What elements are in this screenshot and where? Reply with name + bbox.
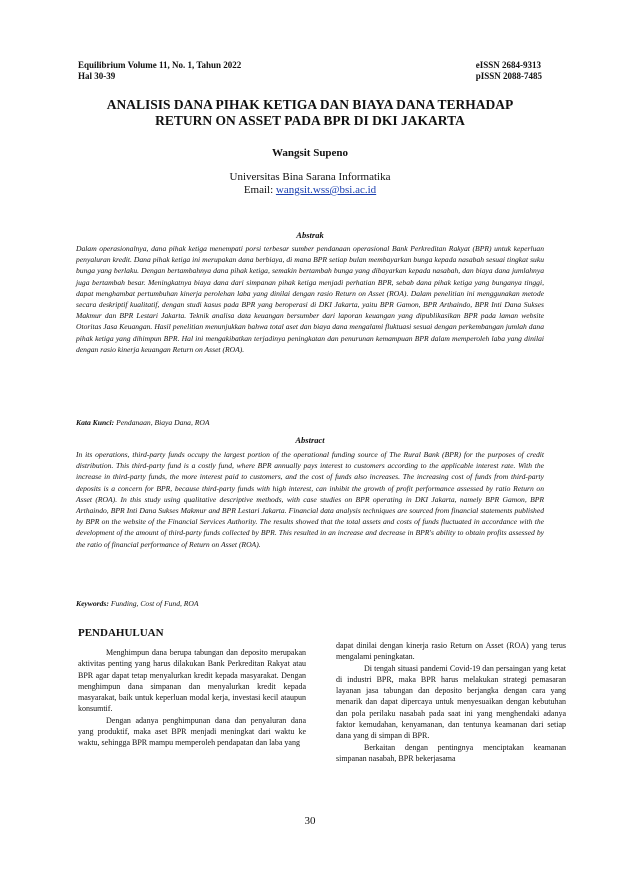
email-label: Email:: [243, 184, 276, 196]
author-affiliation-block: [0, 171, 620, 197]
left-paragraph-2: Dengan adanya penghimpunan dana dan penyaluran dana yang produktif, maka aset BPR menjadi meningkat dari waktu ke waktu, sehingga BPR mampu memperoleh pendapatan dan laba yang: [78, 715, 306, 748]
abstrak-heading: Abstrak: [296, 230, 324, 240]
right-paragraph-2: Di tengah situasi pandemi Covid-19 dan persaingan yang ketat di industri BPR, maka BPR harus melakukan strategi pemasaran layanan jasa tabungan dan deposito berjangka dengan cara yang menarik dan dapat dipercaya untuk menyesuaikan dengan kebutuhan dan pola perilaku nasabah pada saat ini yang menghendaki adanya faktor kemudahan, kenyamanan, dan tentunya keamanan dari setiap dana yang di simpan di BPR.: [336, 663, 566, 741]
paper-title: [70, 97, 550, 129]
right-paragraph-1: dapat dinilai dengan kinerja rasio Return on Asset (ROA) yang terus mengalami peningkatan.: [336, 641, 566, 662]
email-link[interactable]: wangsit.wss@bsi.ac.id: [275, 184, 377, 196]
left-column: [78, 647, 306, 749]
eissn: eISSN 2684-9313: [475, 60, 541, 70]
journal-header-left: [78, 60, 241, 82]
left-paragraph-1: Menghimpun dana berupa tabungan dan deposito merupakan aktivitas penting yang harus dilakukan Bank Perkreditan Rakyat atau BPR agar dapat tetap menyalurkan kredit kepada masyarakat. Dengan menghimpun dana simpanan dan menyalurkan kredit kepada masyarakat, baik untuk keperluan modal kerja, investasi kecil ataupun konsumtif.: [78, 648, 306, 714]
journal-volume: Equilibrium Volume 11, No. 1, Tahun 2022: [78, 60, 242, 70]
affiliation: Universitas Bina Sarana Informatika: [229, 171, 391, 183]
abstrak-keywords: [76, 418, 544, 427]
abstract-heading: Abstract: [295, 435, 325, 445]
right-column: [336, 640, 566, 764]
paper-title-line-1: ANALISIS DANA PIHAK KETIGA DAN BIAYA DANA TERHADAP: [106, 97, 514, 112]
abstrak-keywords-label: Kata Kunci:: [76, 418, 115, 427]
abstract-text: In its operations, third-party funds occupy the largest portion of the operational funding source of The Rural Bank (BPR) for the purposes of credit distribution. This third-party fund is a costly fund, where BPR annually pays interest to customers according to the applicable interest rate. With the increase in third-party funds, the more interest paid to customers, and the cost of funds also increases. The increasing cost of funds from third-party deposits is a concern for BPR, because third-party funds with high interest, can inhibit the growth of profit performance assessed by ratio Return on Asset (ROA). In this study using qualitative descriptive methods, with case studies on BPR operating in DKI Jakarta, namely BPR Gamon, BPR Arthaindo, BPR Inti Dana Sukses Makmur and BPR Lestari Jakarta. Financial data analysis techniques are sourced from financial statements published by BPR on the website of the Financial Services Authority. The results showed that the total assets and costs of funds fluctuated in accordance with the development of the amount of third-party funds collected by BPR. This resulted in an increase and decrease in BPR's ability to obtain profits assessed by the ratio of financial performance of Return on Asset (ROA).: [76, 450, 544, 549]
email-line: [0, 184, 620, 197]
author-name: Wangsit Supeno: [271, 147, 349, 159]
right-paragraph-3: Berkaitan dengan pentingnya menciptakan keamanan simpanan nasabah, BPR bekerjasama: [336, 742, 566, 763]
paper-title-line-2: RETURN ON ASSET PADA BPR DI DKI JAKARTA: [155, 113, 465, 128]
page-number: 30: [304, 815, 316, 827]
abstrak-text: Dalam operasionalnya, dana pihak ketiga menempati porsi terbesar sumber pendanaan operasional Bank Perkreditan Rakyat (BPR) untuk keperluan penyaluran kredit. Dana pihak ketiga ini merupakan dana berbiaya, di mana BPR setiap bulan membayarkan bunga kepada nasabah sesuai tingkat suku bunga yang berlaku. Dengan bertambahnya dana pihak ketiga, semakin bertambah bunga yang dibayarkan kepada nasabah, dan biaya dana jumlahnya juga bertambah besar. Meningkatnya biaya dana dari simpanan pihak ketiga menjadi perhatian BPR, sebab dana pihak ketiga yang bunganya tinggi, dapat menghambat pertumbuhan kinerja perolehan laba yang dinilai dengan rasio Return on Asset (ROA). Dalam penelitian ini menggunakan metode secara deskriptif kualitatif, dengan studi kasus pada BPR yang beroperasi di DKI Jakarta, yaitu BPR Gamon, BPR Arthaindo, BPR Inti Dana Sukses Makmur dan BPR Lestari Jakarta. Teknik analisa data keuangan bersumber dari laporan keuangan yang dipublikasikan BPR pada laman website Otoritas Jasa Keuangan. Hasil penelitian menunjukkan bahwa total aset dan biaya dana mengalami fluktuasi sesuai dengan perkembangan jumlah dana pihak ketiga yang dihimpun BPR. Hal ini mengakibatkan terjadinya peningkatan dan penurunan kemampuan BPR dalam memperoleh laba yang dinilai dengan rasio kinerja keuangan Return on Asset (ROA).: [76, 244, 544, 354]
abstract-keywords-value: Funding, Cost of Fund, ROA: [110, 599, 199, 608]
section-title: PENDAHULUAN: [78, 627, 164, 639]
journal-pages: Hal 30-39: [78, 71, 116, 81]
abstract-keywords-label: Keywords:: [76, 599, 109, 608]
pissn: pISSN 2088-7485: [475, 71, 542, 81]
journal-header-right: [476, 60, 542, 82]
abstrak-keywords-value: Pendanaan, Biaya Dana, ROA: [116, 418, 210, 427]
abstract-keywords: [76, 599, 544, 608]
